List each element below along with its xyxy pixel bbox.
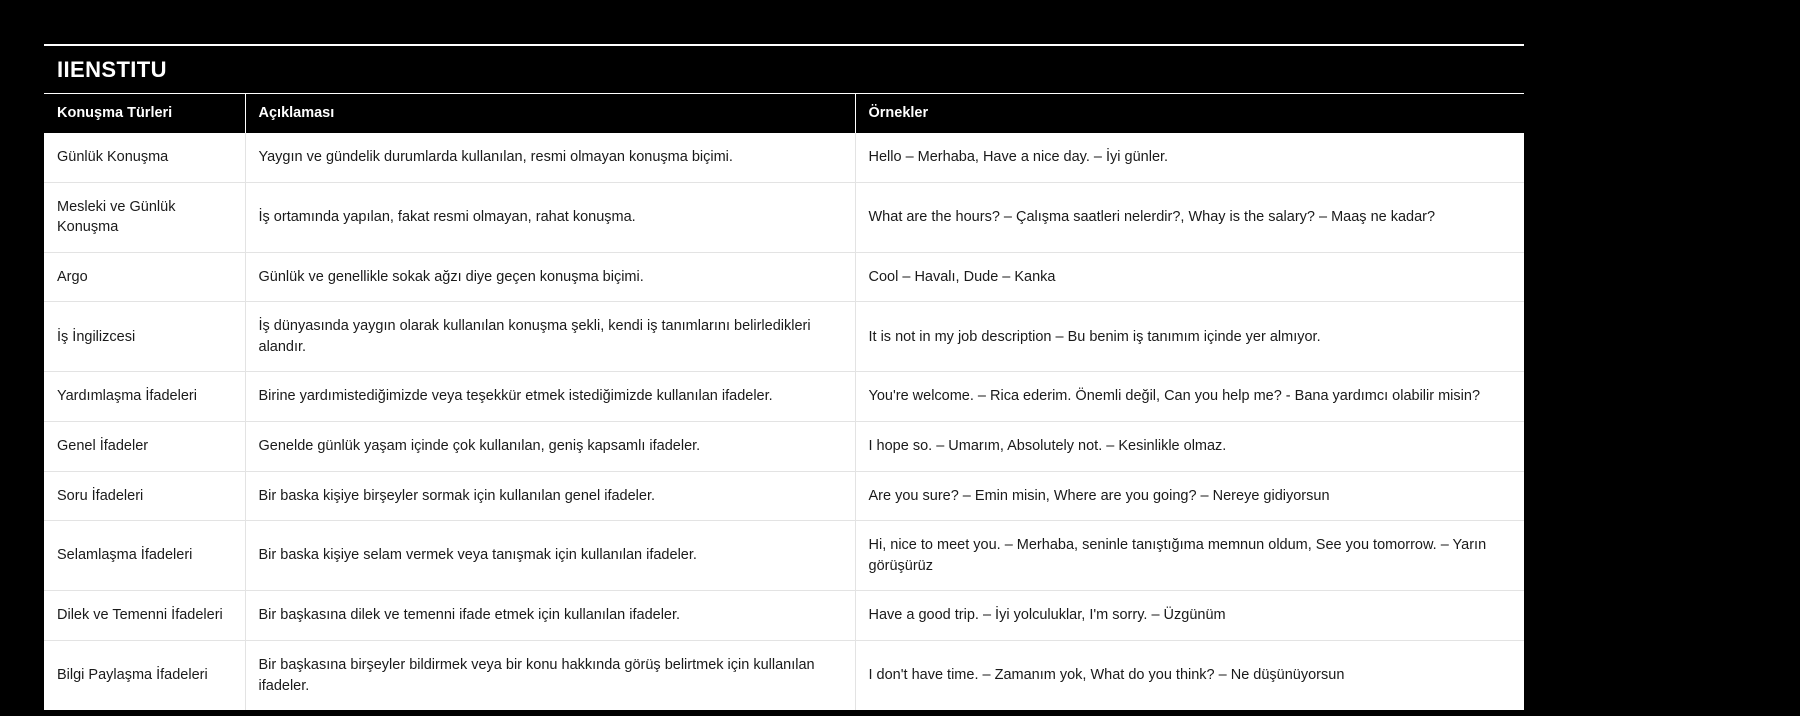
- cell-description: Yaygın ve gündelik durumlarda kullanılan, resmi olmayan konuşma biçimi.: [245, 133, 855, 182]
- speech-types-table: [44, 93, 1524, 710]
- table-row: [44, 133, 1524, 182]
- cell-description: İş ortamında yapılan, fakat resmi olmayan, rahat konuşma.: [245, 182, 855, 252]
- cell-description: Günlük ve genellikle sokak ağzı diye geçen konuşma biçimi.: [245, 252, 855, 302]
- speech-types-table-card: [44, 44, 1524, 710]
- cell-speech-type: Soru İfadeleri: [44, 471, 245, 521]
- cell-examples: I don't have time. – Zamanım yok, What do you think? – Ne düşünüyorsun: [855, 640, 1524, 710]
- cell-description: Bir baska kişiye birşeyler sormak için kullanılan genel ifadeler.: [245, 471, 855, 521]
- cell-examples: It is not in my job description – Bu benim iş tanımım içinde yer almıyor.: [855, 302, 1524, 372]
- cell-speech-type: Dilek ve Temenni İfadeleri: [44, 591, 245, 641]
- cell-description: Birine yardımistediğimizde veya teşekkür etmek istediğimizde kullanılan ifadeler.: [245, 372, 855, 422]
- table-row: [44, 422, 1524, 472]
- cell-speech-type: Genel İfadeler: [44, 422, 245, 472]
- table-row: [44, 591, 1524, 641]
- cell-description: İş dünyasında yaygın olarak kullanılan konuşma şekli, kendi iş tanımlarını belirledikleri alandır.: [245, 302, 855, 372]
- column-header-konusma-turleri: Konuşma Türleri: [44, 94, 245, 134]
- cell-description: Bir başkasına birşeyler bildirmek veya bir konu hakkında görüş belirtmek için kullanılan ifadeler.: [245, 640, 855, 710]
- cell-description: Bir başkasına dilek ve temenni ifade etmek için kullanılan ifadeler.: [245, 591, 855, 641]
- table-row: [44, 521, 1524, 591]
- table-row: [44, 372, 1524, 422]
- cell-speech-type: Argo: [44, 252, 245, 302]
- cell-speech-type: Selamlaşma İfadeleri: [44, 521, 245, 591]
- brand-title: IIENSTITU: [57, 56, 167, 82]
- brand-header: [44, 46, 1524, 93]
- cell-examples: Have a good trip. – İyi yolculuklar, I'm sorry. – Üzgünüm: [855, 591, 1524, 641]
- cell-speech-type: Yardımlaşma İfadeleri: [44, 372, 245, 422]
- cell-examples: Are you sure? – Emin misin, Where are you going? – Nereye gidiyorsun: [855, 471, 1524, 521]
- table-row: [44, 302, 1524, 372]
- cell-speech-type: Mesleki ve Günlük Konuşma: [44, 182, 245, 252]
- cell-examples: What are the hours? – Çalışma saatleri nelerdir?, Whay is the salary? – Maaş ne kadar?: [855, 182, 1524, 252]
- column-header-ornekler: Örnekler: [855, 94, 1524, 134]
- cell-examples: Cool – Havalı, Dude – Kanka: [855, 252, 1524, 302]
- cell-speech-type: İş İngilizcesi: [44, 302, 245, 372]
- table-header: [44, 94, 1524, 134]
- cell-speech-type: Bilgi Paylaşma İfadeleri: [44, 640, 245, 710]
- cell-examples: I hope so. – Umarım, Absolutely not. – Kesinlikle olmaz.: [855, 422, 1524, 472]
- table-row: [44, 252, 1524, 302]
- cell-description: Genelde günlük yaşam içinde çok kullanılan, geniş kapsamlı ifadeler.: [245, 422, 855, 472]
- cell-description: Bir baska kişiye selam vermek veya tanışmak için kullanılan ifadeler.: [245, 521, 855, 591]
- table-row: [44, 182, 1524, 252]
- cell-examples: You're welcome. – Rica ederim. Önemli değil, Can you help me? - Bana yardımcı olabilir misin?: [855, 372, 1524, 422]
- cell-examples: Hello – Merhaba, Have a nice day. – İyi günler.: [855, 133, 1524, 182]
- table-row: [44, 640, 1524, 710]
- cell-examples: Hi, nice to meet you. – Merhaba, seninle tanıştığıma memnun oldum, See you tomorrow. – Yarın görüşürüz: [855, 521, 1524, 591]
- table-body: [44, 133, 1524, 710]
- cell-speech-type: Günlük Konuşma: [44, 133, 245, 182]
- column-header-aciklamasi: Açıklaması: [245, 94, 855, 134]
- table-header-row: [44, 94, 1524, 134]
- table-row: [44, 471, 1524, 521]
